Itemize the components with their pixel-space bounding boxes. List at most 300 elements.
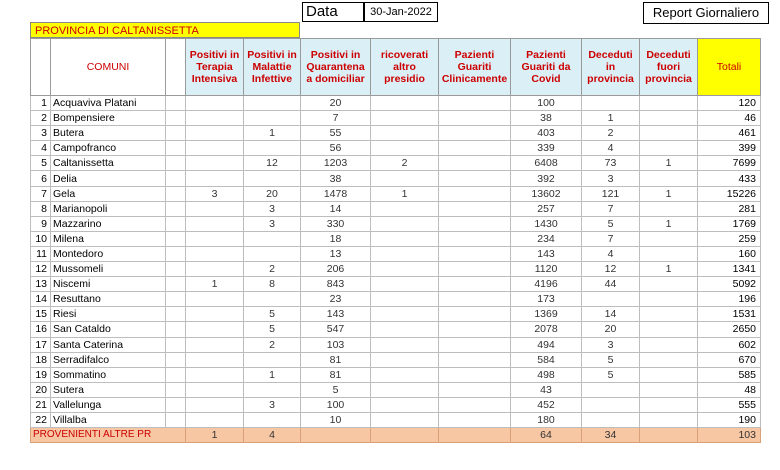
ricoverati-cell[interactable] [371, 292, 439, 307]
table-row [31, 231, 761, 246]
totali-cell[interactable]: 1531 [698, 307, 761, 322]
ricoverati-cell[interactable] [371, 171, 439, 186]
guariti-cell[interactable]: 4196 [511, 277, 582, 292]
totali-cell[interactable]: 190 [698, 412, 761, 427]
comune-name[interactable]: Butera [51, 126, 166, 141]
deceduti-in-cell[interactable]: 2 [582, 126, 640, 141]
guariti-cell[interactable]: 180 [511, 412, 582, 427]
quarantena-cell[interactable]: 7 [301, 111, 371, 126]
comune-name[interactable]: Riesi [51, 307, 166, 322]
ricoverati-cell[interactable] [371, 322, 439, 337]
comune-name[interactable]: Villalba [51, 412, 166, 427]
quarantena-cell[interactable]: 56 [301, 141, 371, 156]
footer-label[interactable]: PROVENIENTI ALTRE PR [31, 428, 186, 443]
spacer-cell[interactable] [166, 412, 186, 427]
quarantena-cell[interactable] [301, 428, 371, 443]
ricoverati-cell[interactable] [371, 111, 439, 126]
ricoverati-cell[interactable] [371, 201, 439, 216]
deceduti-fuori-cell[interactable] [640, 111, 698, 126]
ricoverati-cell[interactable] [371, 367, 439, 382]
deceduti-in-cell[interactable]: 12 [582, 262, 640, 277]
clinicamente-cell[interactable] [439, 307, 511, 322]
guariti-header: Pazienti Guariti da Covid [511, 39, 582, 96]
totali-cell[interactable]: 103 [698, 428, 761, 443]
row-index[interactable]: 14 [31, 292, 51, 307]
comune-name[interactable]: Marianopoli [51, 201, 166, 216]
deceduti-fuori-cell[interactable] [640, 292, 698, 307]
deceduti-in-cell[interactable] [582, 412, 640, 427]
terapia-cell[interactable] [186, 216, 244, 231]
guariti-cell[interactable]: 1120 [511, 262, 582, 277]
row-index[interactable]: 9 [31, 216, 51, 231]
guariti-cell[interactable]: 1430 [511, 216, 582, 231]
ricoverati-cell[interactable] [371, 277, 439, 292]
comuni-header: COMUNI [51, 39, 166, 96]
guariti-cell[interactable]: 452 [511, 397, 582, 412]
row-index[interactable]: 1 [31, 96, 51, 111]
totali-cell[interactable]: 2650 [698, 322, 761, 337]
malattie-cell[interactable]: 5 [244, 307, 301, 322]
row-index[interactable]: 19 [31, 367, 51, 382]
terapia-cell[interactable] [186, 126, 244, 141]
spacer-cell[interactable] [166, 231, 186, 246]
guariti-cell[interactable]: 584 [511, 352, 582, 367]
malattie-cell[interactable] [244, 141, 301, 156]
clinicamente-cell[interactable] [439, 216, 511, 231]
totali-cell[interactable]: 281 [698, 201, 761, 216]
totali-cell[interactable]: 196 [698, 292, 761, 307]
table-row [31, 186, 761, 201]
table-row [31, 322, 761, 337]
totali-cell[interactable]: 1769 [698, 216, 761, 231]
comune-name[interactable]: Milena [51, 231, 166, 246]
terapia-cell[interactable] [186, 307, 244, 322]
quarantena-cell[interactable]: 10 [301, 412, 371, 427]
ricoverati-cell[interactable] [371, 141, 439, 156]
clinicamente-cell[interactable] [439, 156, 511, 171]
deceduti-in-cell[interactable]: 20 [582, 322, 640, 337]
quarantena-cell[interactable]: 23 [301, 292, 371, 307]
row-index[interactable]: 4 [31, 141, 51, 156]
comune-name[interactable]: Sutera [51, 382, 166, 397]
ricoverati-cell[interactable] [371, 397, 439, 412]
comune-name[interactable]: Resuttano [51, 292, 166, 307]
quarantena-cell[interactable]: 13 [301, 246, 371, 261]
clinicamente-cell[interactable] [439, 186, 511, 201]
quarantena-cell[interactable]: 547 [301, 322, 371, 337]
malattie-cell[interactable] [244, 382, 301, 397]
malattie-cell[interactable] [244, 352, 301, 367]
totali-cell[interactable]: 5092 [698, 277, 761, 292]
malattie-cell[interactable]: 3 [244, 201, 301, 216]
deceduti-in-cell[interactable] [582, 397, 640, 412]
quarantena-cell[interactable]: 103 [301, 337, 371, 352]
spacer-cell[interactable] [166, 171, 186, 186]
terapia-cell[interactable] [186, 201, 244, 216]
row-index[interactable]: 15 [31, 307, 51, 322]
spacer-cell[interactable] [166, 141, 186, 156]
spacer-cell[interactable] [166, 246, 186, 261]
quarantena-cell[interactable]: 206 [301, 262, 371, 277]
malattie-cell[interactable] [244, 231, 301, 246]
spacer-cell[interactable] [166, 126, 186, 141]
deceduti-in-cell[interactable] [582, 292, 640, 307]
spacer-cell[interactable] [166, 307, 186, 322]
quarantena-cell[interactable]: 1478 [301, 186, 371, 201]
table-row [31, 292, 761, 307]
spacer-cell[interactable] [166, 216, 186, 231]
deceduti-fuori-cell[interactable] [640, 141, 698, 156]
ricoverati-cell[interactable] [371, 307, 439, 322]
clinicamente-cell[interactable] [439, 111, 511, 126]
deceduti-in-cell[interactable]: 44 [582, 277, 640, 292]
quarantena-cell[interactable]: 143 [301, 307, 371, 322]
guariti-cell[interactable]: 234 [511, 231, 582, 246]
quarantena-cell[interactable]: 55 [301, 126, 371, 141]
terapia-cell[interactable] [186, 412, 244, 427]
deceduti-in-cell[interactable]: 14 [582, 307, 640, 322]
terapia-cell[interactable] [186, 382, 244, 397]
totali-cell[interactable]: 399 [698, 141, 761, 156]
guariti-cell[interactable]: 403 [511, 126, 582, 141]
row-index[interactable]: 8 [31, 201, 51, 216]
deceduti-fuori-cell[interactable]: 1 [640, 156, 698, 171]
deceduti-in-cell[interactable]: 34 [582, 428, 640, 443]
row-index[interactable]: 7 [31, 186, 51, 201]
deceduti-fuori-cell[interactable] [640, 171, 698, 186]
comune-name[interactable]: Caltanissetta [51, 156, 166, 171]
deceduti-fuori-cell[interactable] [640, 246, 698, 261]
comune-name[interactable]: Santa Caterina [51, 337, 166, 352]
row-index[interactable]: 18 [31, 352, 51, 367]
guariti-cell[interactable]: 498 [511, 367, 582, 382]
comune-name[interactable]: Sommatino [51, 367, 166, 382]
deceduti-fuori-cell[interactable] [640, 412, 698, 427]
guariti-cell[interactable]: 13602 [511, 186, 582, 201]
ricoverati-header: ricoverati altro presidio [371, 39, 439, 96]
deceduti-fuori-header: Deceduti fuori provincia [640, 39, 698, 96]
spacer-cell[interactable] [166, 367, 186, 382]
malattie-cell[interactable] [244, 292, 301, 307]
guariti-cell[interactable]: 339 [511, 141, 582, 156]
deceduti-in-cell[interactable] [582, 382, 640, 397]
deceduti-in-cell[interactable]: 5 [582, 367, 640, 382]
row-index[interactable]: 6 [31, 171, 51, 186]
malattie-cell[interactable]: 2 [244, 337, 301, 352]
guariti-cell[interactable]: 1369 [511, 307, 582, 322]
malattie-cell[interactable] [244, 171, 301, 186]
guariti-cell[interactable]: 38 [511, 111, 582, 126]
quarantena-cell[interactable]: 38 [301, 171, 371, 186]
clinicamente-cell[interactable] [439, 171, 511, 186]
ricoverati-cell[interactable] [371, 231, 439, 246]
guariti-cell[interactable]: 143 [511, 246, 582, 261]
quarantena-cell[interactable]: 81 [301, 352, 371, 367]
deceduti-fuori-cell[interactable]: 1 [640, 216, 698, 231]
guariti-cell[interactable]: 6408 [511, 156, 582, 171]
totali-cell[interactable]: 555 [698, 397, 761, 412]
quarantena-cell[interactable]: 1203 [301, 156, 371, 171]
row-index[interactable]: 5 [31, 156, 51, 171]
terapia-cell[interactable] [186, 171, 244, 186]
comune-name[interactable]: Delia [51, 171, 166, 186]
deceduti-in-cell[interactable]: 3 [582, 171, 640, 186]
comune-name[interactable]: San Cataldo [51, 322, 166, 337]
terapia-cell[interactable] [186, 246, 244, 261]
table-row [31, 141, 761, 156]
malattie-cell[interactable]: 12 [244, 156, 301, 171]
terapia-cell[interactable] [186, 231, 244, 246]
ricoverati-cell[interactable] [371, 246, 439, 261]
totali-cell[interactable]: 602 [698, 337, 761, 352]
deceduti-fuori-cell[interactable] [640, 382, 698, 397]
ricoverati-cell[interactable] [371, 382, 439, 397]
malattie-cell[interactable]: 3 [244, 216, 301, 231]
terapia-cell[interactable]: 3 [186, 186, 244, 201]
malattie-cell[interactable]: 3 [244, 397, 301, 412]
malattie-cell[interactable]: 1 [244, 367, 301, 382]
terapia-cell[interactable] [186, 397, 244, 412]
spacer-cell[interactable] [166, 262, 186, 277]
clinicamente-cell[interactable] [439, 292, 511, 307]
ricoverati-cell[interactable] [371, 216, 439, 231]
totali-cell[interactable]: 259 [698, 231, 761, 246]
clinicamente-cell[interactable] [439, 382, 511, 397]
deceduti-in-cell[interactable]: 5 [582, 352, 640, 367]
quarantena-cell[interactable]: 5 [301, 382, 371, 397]
spacer-cell[interactable] [166, 382, 186, 397]
guariti-cell[interactable]: 43 [511, 382, 582, 397]
deceduti-in-cell[interactable]: 5 [582, 216, 640, 231]
deceduti-fuori-cell[interactable] [640, 352, 698, 367]
deceduti-fuori-cell[interactable] [640, 322, 698, 337]
ricoverati-cell[interactable] [371, 428, 439, 443]
clinicamente-cell[interactable] [439, 126, 511, 141]
table-row [31, 382, 761, 397]
malattie-cell[interactable]: 2 [244, 262, 301, 277]
totali-cell[interactable]: 461 [698, 126, 761, 141]
ricoverati-cell[interactable] [371, 412, 439, 427]
spacer-cell[interactable] [166, 322, 186, 337]
totali-cell[interactable]: 160 [698, 246, 761, 261]
totali-header: Totali [698, 39, 761, 96]
quarantena-cell[interactable]: 330 [301, 216, 371, 231]
malattie-cell[interactable]: 8 [244, 277, 301, 292]
deceduti-in-cell[interactable]: 4 [582, 246, 640, 261]
deceduti-fuori-cell[interactable] [640, 428, 698, 443]
quarantena-header: Positivi in Quarantena a domiciliar [301, 39, 371, 96]
comune-name[interactable]: Campofranco [51, 141, 166, 156]
deceduti-fuori-cell[interactable] [640, 277, 698, 292]
row-index[interactable]: 17 [31, 337, 51, 352]
terapia-cell[interactable] [186, 322, 244, 337]
totali-cell[interactable]: 7699 [698, 156, 761, 171]
quarantena-cell[interactable]: 18 [301, 231, 371, 246]
guariti-cell[interactable]: 257 [511, 201, 582, 216]
clinicamente-cell[interactable] [439, 201, 511, 216]
comune-name[interactable]: Gela [51, 186, 166, 201]
quarantena-cell[interactable]: 100 [301, 397, 371, 412]
row-index[interactable]: 16 [31, 322, 51, 337]
totali-cell[interactable]: 48 [698, 382, 761, 397]
deceduti-in-cell[interactable]: 73 [582, 156, 640, 171]
comune-name[interactable]: Vallelunga [51, 397, 166, 412]
malattie-cell[interactable]: 1 [244, 126, 301, 141]
malattie-cell[interactable] [244, 246, 301, 261]
malattie-cell[interactable]: 5 [244, 322, 301, 337]
terapia-cell[interactable] [186, 141, 244, 156]
totali-cell[interactable]: 120 [698, 96, 761, 111]
clinicamente-cell[interactable] [439, 397, 511, 412]
clinicamente-cell[interactable] [439, 412, 511, 427]
terapia-cell[interactable] [186, 337, 244, 352]
comune-name[interactable]: Mussomeli [51, 262, 166, 277]
deceduti-fuori-cell[interactable] [640, 231, 698, 246]
spacer-cell[interactable] [166, 201, 186, 216]
comune-name[interactable]: Serradifalco [51, 352, 166, 367]
guariti-cell[interactable]: 494 [511, 337, 582, 352]
spacer-cell[interactable] [166, 156, 186, 171]
deceduti-in-cell[interactable]: 121 [582, 186, 640, 201]
spacer-cell[interactable] [166, 96, 186, 111]
quarantena-cell[interactable]: 843 [301, 277, 371, 292]
terapia-cell[interactable] [186, 352, 244, 367]
row-index[interactable]: 10 [31, 231, 51, 246]
spacer-cell[interactable] [166, 277, 186, 292]
terapia-cell[interactable] [186, 156, 244, 171]
terapia-cell[interactable]: 1 [186, 428, 244, 443]
header-row [31, 39, 761, 96]
table-row [31, 126, 761, 141]
clinicamente-cell[interactable] [439, 262, 511, 277]
clinicamente-cell[interactable] [439, 96, 511, 111]
terapia-cell[interactable] [186, 367, 244, 382]
ricoverati-cell[interactable] [371, 262, 439, 277]
totali-cell[interactable]: 585 [698, 367, 761, 382]
table-row [31, 367, 761, 382]
guariti-cell[interactable]: 392 [511, 171, 582, 186]
row-index[interactable]: 21 [31, 397, 51, 412]
terapia-cell[interactable] [186, 96, 244, 111]
deceduti-fuori-cell[interactable] [640, 397, 698, 412]
totali-cell[interactable]: 433 [698, 171, 761, 186]
quarantena-cell[interactable]: 14 [301, 201, 371, 216]
ricoverati-cell[interactable]: 1 [371, 186, 439, 201]
totali-cell[interactable]: 670 [698, 352, 761, 367]
spacer-cell[interactable] [166, 352, 186, 367]
deceduti-in-cell[interactable]: 3 [582, 337, 640, 352]
quarantena-cell[interactable]: 81 [301, 367, 371, 382]
totali-cell[interactable]: 1341 [698, 262, 761, 277]
spacer-cell[interactable] [166, 337, 186, 352]
quarantena-cell[interactable]: 20 [301, 96, 371, 111]
row-index[interactable]: 13 [31, 277, 51, 292]
malattie-cell[interactable]: 4 [244, 428, 301, 443]
index-header [31, 39, 51, 96]
deceduti-fuori-cell[interactable] [640, 367, 698, 382]
comune-name[interactable]: Niscemi [51, 277, 166, 292]
table-row [31, 412, 761, 427]
date-label: Data [302, 2, 364, 22]
clinicamente-cell[interactable] [439, 352, 511, 367]
deceduti-in-cell[interactable]: 7 [582, 201, 640, 216]
table-row [31, 171, 761, 186]
deceduti-fuori-cell[interactable] [640, 337, 698, 352]
spacer-cell[interactable] [166, 111, 186, 126]
malattie-cell[interactable]: 20 [244, 186, 301, 201]
ricoverati-cell[interactable] [371, 337, 439, 352]
spacer-cell[interactable] [166, 397, 186, 412]
ricoverati-cell[interactable] [371, 126, 439, 141]
deceduti-fuori-cell[interactable] [640, 201, 698, 216]
guariti-cell[interactable]: 2078 [511, 322, 582, 337]
deceduti-fuori-cell[interactable] [640, 96, 698, 111]
clinicamente-cell[interactable] [439, 231, 511, 246]
row-index[interactable]: 2 [31, 111, 51, 126]
table-row [31, 337, 761, 352]
ricoverati-cell[interactable] [371, 96, 439, 111]
malattie-cell[interactable] [244, 96, 301, 111]
deceduti-in-cell[interactable] [582, 96, 640, 111]
terapia-cell[interactable] [186, 262, 244, 277]
footer-row [31, 428, 761, 443]
clinicamente-cell[interactable] [439, 428, 511, 443]
deceduti-in-header: Deceduti in provincia [582, 39, 640, 96]
guariti-cell[interactable]: 64 [511, 428, 582, 443]
date-value[interactable]: 30-Jan-2022 [364, 2, 438, 22]
row-index[interactable]: 20 [31, 382, 51, 397]
row-index[interactable]: 12 [31, 262, 51, 277]
clinicamente-cell[interactable] [439, 246, 511, 261]
clinicamente-cell[interactable] [439, 367, 511, 382]
clinicamente-cell[interactable] [439, 337, 511, 352]
malattie-cell[interactable] [244, 412, 301, 427]
clinicamente-cell[interactable] [439, 141, 511, 156]
deceduti-in-cell[interactable]: 4 [582, 141, 640, 156]
spacer-cell[interactable] [166, 186, 186, 201]
deceduti-fuori-cell[interactable]: 1 [640, 262, 698, 277]
clinicamente-cell[interactable] [439, 277, 511, 292]
guariti-cell[interactable]: 100 [511, 96, 582, 111]
spacer-cell[interactable] [166, 292, 186, 307]
deceduti-in-cell[interactable]: 7 [582, 231, 640, 246]
ricoverati-cell[interactable]: 2 [371, 156, 439, 171]
comune-name[interactable]: Mazzarino [51, 216, 166, 231]
comune-name[interactable]: Acquaviva Platani [51, 96, 166, 111]
deceduti-in-cell[interactable]: 1 [582, 111, 640, 126]
comune-name[interactable]: Montedoro [51, 246, 166, 261]
terapia-cell[interactable]: 1 [186, 277, 244, 292]
row-index[interactable]: 3 [31, 126, 51, 141]
malattie-cell[interactable] [244, 111, 301, 126]
deceduti-fuori-cell[interactable] [640, 307, 698, 322]
comune-name[interactable]: Bompensiere [51, 111, 166, 126]
clinicamente-cell[interactable] [439, 322, 511, 337]
terapia-cell[interactable] [186, 292, 244, 307]
totali-cell[interactable]: 46 [698, 111, 761, 126]
deceduti-fuori-cell[interactable] [640, 126, 698, 141]
totali-cell[interactable]: 15226 [698, 186, 761, 201]
table-row [31, 397, 761, 412]
data-table [30, 38, 761, 443]
ricoverati-cell[interactable] [371, 352, 439, 367]
guariti-cell[interactable]: 173 [511, 292, 582, 307]
terapia-cell[interactable] [186, 111, 244, 126]
deceduti-fuori-cell[interactable]: 1 [640, 186, 698, 201]
row-index[interactable]: 11 [31, 246, 51, 261]
report-title: Report Giornaliero [643, 2, 769, 24]
row-index[interactable]: 22 [31, 412, 51, 427]
